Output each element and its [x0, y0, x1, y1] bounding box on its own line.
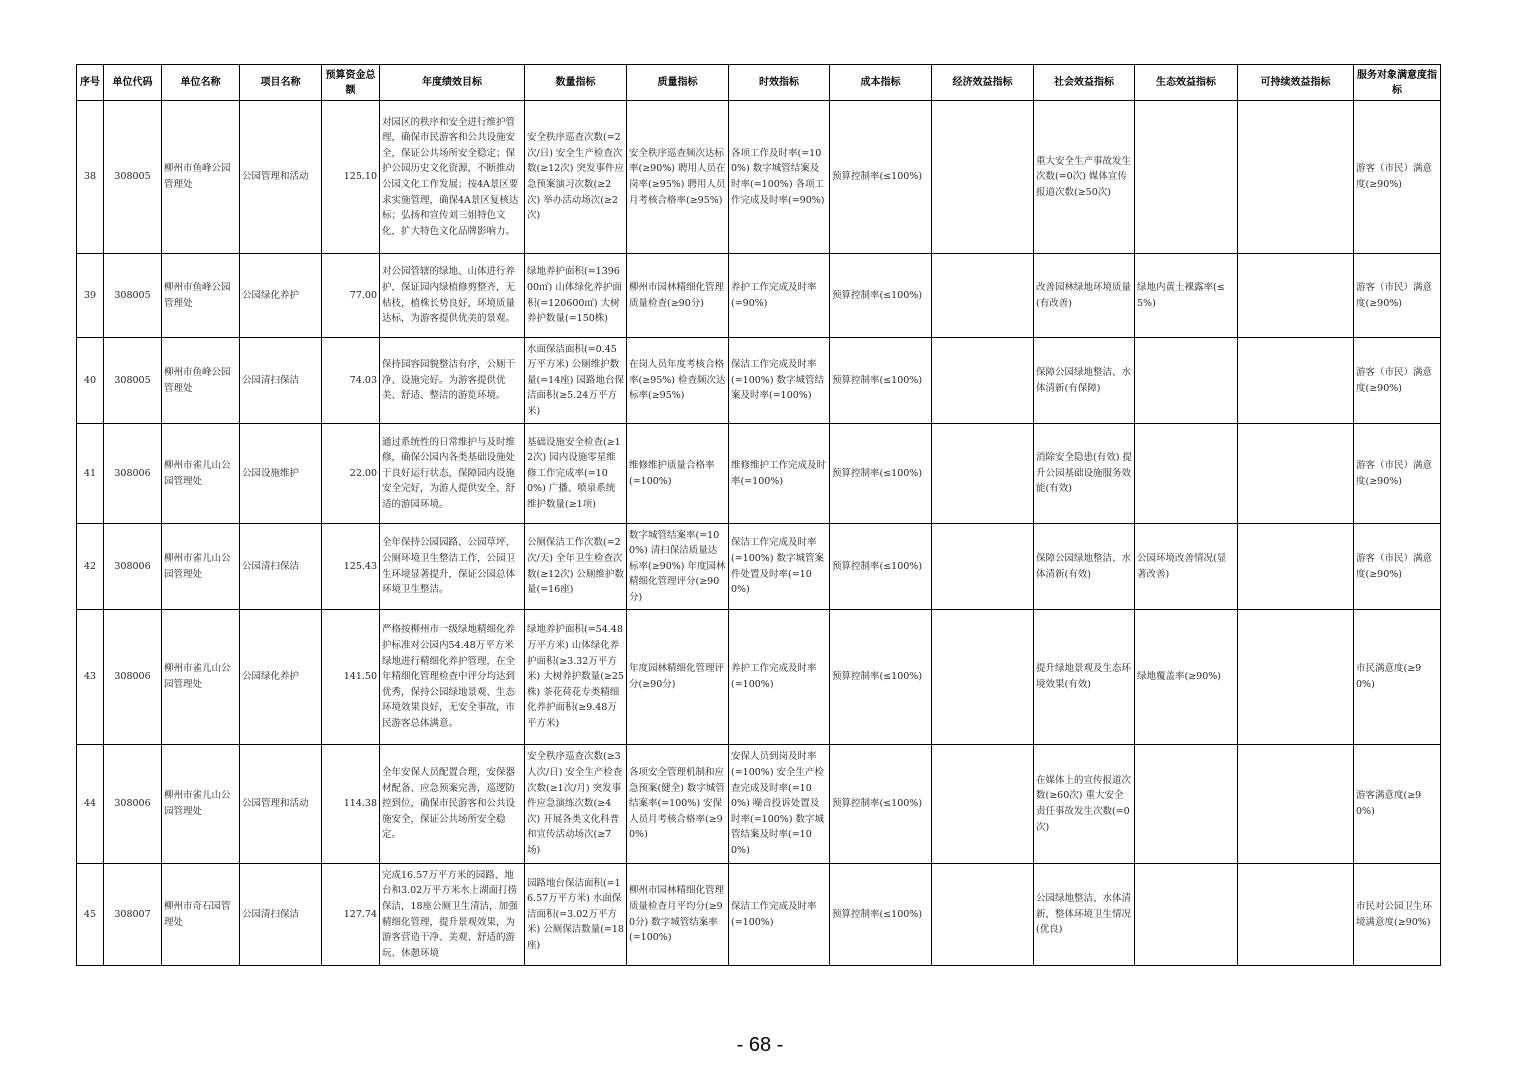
header-satisfaction: 服务对象满意度指标	[1354, 65, 1441, 101]
sustainable-cell	[1238, 338, 1354, 424]
quality-cell: 在岗人员年度考核合格率(≥95%) 检查频次达标率(≥95%)	[627, 338, 729, 424]
table-row	[77, 338, 1441, 424]
annual-goal-cell: 通过系统性的日常维护与及时维修，确保公园内各类基础设施处于良好运行状态，保障园内设施安全完好，为游人提供安全、舒适的游园环境。	[380, 424, 525, 524]
satisfaction-cell: 市民对公园卫生环境满意度(≥90%)	[1354, 864, 1441, 966]
economic-cell	[932, 610, 1034, 745]
seq-cell: 43	[77, 610, 104, 745]
timeliness-cell: 维修维护工作完成及时率(=100%)	[729, 424, 830, 524]
budget-cell: 77.00	[322, 254, 380, 338]
social-cell: 提升绿地景观及生态环境效果(有效)	[1034, 610, 1135, 745]
quality-cell: 年度园林精细化管理评分(≥90分)	[627, 610, 729, 745]
seq-cell: 41	[77, 424, 104, 524]
unit-name-cell: 柳州市雀儿山公园管理处	[162, 524, 240, 610]
social-cell: 重大安全生产事故发生次数(=0次) 媒体宣传报道次数(≥50次)	[1034, 101, 1135, 254]
budget-cell: 141.50	[322, 610, 380, 745]
cost-cell: 预算控制率(≤100%)	[830, 424, 932, 524]
quantity-cell: 园路地台保洁面积(=16.57万平方米) 水面保洁面积(=3.02万平方米) 公厕保洁数量(=18座)	[525, 864, 627, 966]
unit-code-cell: 308007	[104, 864, 162, 966]
project-name-cell: 公园绿化养护	[240, 610, 322, 745]
economic-cell	[932, 524, 1034, 610]
satisfaction-cell: 游客（市民）满意度(≥90%)	[1354, 254, 1441, 338]
header-quality-indicator: 质量指标	[627, 65, 729, 101]
unit-code-cell: 308006	[104, 424, 162, 524]
ecological-cell	[1135, 424, 1238, 524]
sustainable-cell	[1238, 254, 1354, 338]
unit-name-cell: 柳州市雀儿山公园管理处	[162, 610, 240, 745]
budget-cell: 125.43	[322, 524, 380, 610]
seq-cell: 44	[77, 745, 104, 864]
timeliness-cell: 养护工作完成及时率(=100%)	[729, 610, 830, 745]
sustainable-cell	[1238, 610, 1354, 745]
cost-cell: 预算控制率(≤100%)	[830, 864, 932, 966]
unit-code-cell: 308005	[104, 101, 162, 254]
unit-name-cell: 柳州市鱼峰公园管理处	[162, 101, 240, 254]
social-cell: 消除安全隐患(有效) 提升公园基础设施服务效能(有效)	[1034, 424, 1135, 524]
quality-cell: 维修维护质量合格率(=100%)	[627, 424, 729, 524]
header-unit-code: 单位代码	[104, 65, 162, 101]
ecological-cell: 绿地内黄土裸露率(≤5%)	[1135, 254, 1238, 338]
social-cell: 改善园林绿地环境质量(有改善)	[1034, 254, 1135, 338]
unit-name-cell: 柳州市雀儿山公园管理处	[162, 745, 240, 864]
ecological-cell	[1135, 864, 1238, 966]
economic-cell	[932, 338, 1034, 424]
project-name-cell: 公园清扫保洁	[240, 524, 322, 610]
sustainable-cell	[1238, 745, 1354, 864]
timeliness-cell: 安保人员到岗及时率(=100%) 安全生产检查完成及时率(=100%) 噪音投诉处置及时率(=100%) 数字城管结案及时率(=100%)	[729, 745, 830, 864]
project-name-cell: 公园设施维护	[240, 424, 322, 524]
ecological-cell	[1135, 101, 1238, 254]
header-timeliness-indicator: 时效指标	[729, 65, 830, 101]
page-number: - 68 -	[736, 1034, 784, 1056]
annual-goal-cell: 保持园容园貌整洁有序，公厕干净、设施完好。为游客提供优美、舒适、整洁的游览环境。	[380, 338, 525, 424]
header-economic-benefit: 经济效益指标	[932, 65, 1034, 101]
sustainable-cell	[1238, 864, 1354, 966]
header-ecological-benefit: 生态效益指标	[1135, 65, 1238, 101]
quantity-cell: 基础设施安全检查(≥12次) 园内设施零星维修工作完成率(=100%) 广播、喷泉系统维护数量(≥1项)	[525, 424, 627, 524]
unit-name-cell: 柳州市雀儿山公园管理处	[162, 424, 240, 524]
economic-cell	[932, 864, 1034, 966]
budget-cell: 127.74	[322, 864, 380, 966]
table-row	[77, 864, 1441, 966]
quality-cell: 安全秩序巡查频次达标率(≥90%) 聘用人员在岗率(≥95%) 聘用人员月考核合格率(≥95%)	[627, 101, 729, 254]
table-row	[77, 524, 1441, 610]
satisfaction-cell: 游客（市民）满意度(≥90%)	[1354, 424, 1441, 524]
satisfaction-cell: 游客（市民）满意度(≥90%)	[1354, 338, 1441, 424]
budget-performance-table	[76, 64, 1441, 966]
sustainable-cell	[1238, 424, 1354, 524]
social-cell: 保障公园绿地整洁、水体清新(有效)	[1034, 524, 1135, 610]
project-name-cell: 公园管理和活动	[240, 745, 322, 864]
annual-goal-cell: 严格按柳州市一级绿地精细化养护标准对公园内54.48万平方米绿地进行精细化养护管理，在全年精细化管理检查中评分均达到优秀，保持公园绿地景观、生态环境效果良好，无安全事故，市民游客总体满意。	[380, 610, 525, 745]
annual-goal-cell: 全年安保人员配置合理，安保器材配备、应急预案完善，巡逻防控到位，确保市民游客和公共设施安全，保证公共场所安全稳定。	[380, 745, 525, 864]
unit-name-cell: 柳州市鱼峰公园管理处	[162, 254, 240, 338]
timeliness-cell: 保洁工作完成及时率(=100%)	[729, 864, 830, 966]
quality-cell: 数字城管结案率(=100%) 清扫保洁质量达标率(≥90%) 年度园林精细化管理评分(≥90分)	[627, 524, 729, 610]
economic-cell	[932, 745, 1034, 864]
cost-cell: 预算控制率(≤100%)	[830, 101, 932, 254]
header-annual-goal: 年度绩效目标	[380, 65, 525, 101]
header-unit-name: 单位名称	[162, 65, 240, 101]
budget-cell: 125.10	[322, 101, 380, 254]
cost-cell: 预算控制率(≤100%)	[830, 745, 932, 864]
seq-cell: 38	[77, 101, 104, 254]
annual-goal-cell: 对公园管辖的绿地、山体进行养护，保证园内绿植修剪整齐，无枯枝，植株长势良好，环境质量达标，为游客提供优美的景观。	[380, 254, 525, 338]
ecological-cell: 公园环境改善情况(显著改善)	[1135, 524, 1238, 610]
table-row	[77, 101, 1441, 254]
timeliness-cell: 各项工作及时率(=100%) 数字城管结案及时率(=100%) 各项工作完成及时率(=90%)	[729, 101, 830, 254]
seq-cell: 42	[77, 524, 104, 610]
unit-code-cell: 308005	[104, 338, 162, 424]
seq-cell: 40	[77, 338, 104, 424]
unit-name-cell: 柳州市鱼峰公园管理处	[162, 338, 240, 424]
quantity-cell: 安全秩序巡查次数(=2次/日) 安全生产检查次数(≥12次) 突发事件应急预案演习次数(≥2次) 举办活动场次(≥2次)	[525, 101, 627, 254]
project-name-cell: 公园清扫保洁	[240, 338, 322, 424]
cost-cell: 预算控制率(≤100%)	[830, 338, 932, 424]
quantity-cell: 安全秩序巡查次数(≥3人次/日) 安全生产检查次数(≥1次/月) 突发事件应急演练次数(≥4次) 开展各类文化科普和宣传活动场次(≥7场)	[525, 745, 627, 864]
ecological-cell: 绿地覆盖率(≥90%)	[1135, 610, 1238, 745]
unit-code-cell: 308006	[104, 524, 162, 610]
economic-cell	[932, 101, 1034, 254]
header-project-name: 项目名称	[240, 65, 322, 101]
social-cell: 在媒体上的宣传报道次数(≥60次) 重大安全责任事故发生次数(=0次)	[1034, 745, 1135, 864]
header-social-benefit: 社会效益指标	[1034, 65, 1135, 101]
satisfaction-cell: 游客（市民）满意度(≥90%)	[1354, 101, 1441, 254]
unit-code-cell: 308006	[104, 610, 162, 745]
quantity-cell: 绿地养护面积(=54.48万平方米) 山体绿化养护面积(≥3.32万平方米) 大树养护数量(≥25株) 茶花荷花专类精细化养护面积(≥9.48万平方米)	[525, 610, 627, 745]
cost-cell: 预算控制率(≤100%)	[830, 610, 932, 745]
quantity-cell: 公厕保洁工作次数(=2次/天) 全年卫生检查次数(≥12次) 公厕维护数量(=16座)	[525, 524, 627, 610]
timeliness-cell: 保洁工作完成及时率(=100%) 数字城管结案及时率(=100%)	[729, 338, 830, 424]
project-name-cell: 公园管理和活动	[240, 101, 322, 254]
satisfaction-cell: 市民满意度(≥90%)	[1354, 610, 1441, 745]
budget-cell: 22.00	[322, 424, 380, 524]
ecological-cell	[1135, 338, 1238, 424]
sustainable-cell	[1238, 101, 1354, 254]
quantity-cell: 绿地养护面积(=139600㎡) 山体绿化养护面积(=120600㎡) 大树养护数量(=150株)	[525, 254, 627, 338]
ecological-cell	[1135, 745, 1238, 864]
timeliness-cell: 保洁工作完成及时率(=100%) 数字城管案件处置及时率(=100%)	[729, 524, 830, 610]
cost-cell: 预算控制率(≤100%)	[830, 254, 932, 338]
unit-name-cell: 柳州市奇石园管理处	[162, 864, 240, 966]
satisfaction-cell: 游客满意度(≥90%)	[1354, 745, 1441, 864]
quality-cell: 柳州市园林精细化管理质量检查(≥90分)	[627, 254, 729, 338]
satisfaction-cell: 游客（市民）满意度(≥90%)	[1354, 524, 1441, 610]
table-row	[77, 745, 1441, 864]
quantity-cell: 水面保洁面积(=0.45万平方米) 公厕维护数量(=14座) 园路地台保洁面积(≥5.24万平方米)	[525, 338, 627, 424]
budget-cell: 114.38	[322, 745, 380, 864]
cost-cell: 预算控制率(≤100%)	[830, 524, 932, 610]
annual-goal-cell: 全年保持公园园路、公园草坪、公厕环境卫生整洁工作，公园卫生环境显著提升，保证公园总体环境卫生整洁。	[380, 524, 525, 610]
social-cell: 保障公园绿地整洁、水体清新(有保障)	[1034, 338, 1135, 424]
economic-cell	[932, 424, 1034, 524]
economic-cell	[932, 254, 1034, 338]
header-sustainable-benefit: 可持续效益指标	[1238, 65, 1354, 101]
header-quantity-indicator: 数量指标	[525, 65, 627, 101]
header-cost-indicator: 成本指标	[830, 65, 932, 101]
header-seq: 序号	[77, 65, 104, 101]
table-row	[77, 610, 1441, 745]
quality-cell: 各项安全管理机制和应急预案(健全) 数字城管结案率(=100%) 安保人员月考核合格率(≥90%)	[627, 745, 729, 864]
table-header-row	[77, 65, 1441, 101]
project-name-cell: 公园清扫保洁	[240, 864, 322, 966]
social-cell: 公园绿地整洁、水体清新，整体环境卫生情况(优良)	[1034, 864, 1135, 966]
timeliness-cell: 养护工作完成及时率(=90%)	[729, 254, 830, 338]
quality-cell: 柳州市园林精细化管理质量检查月平均分(≥90分) 数字城管结案率(=100%)	[627, 864, 729, 966]
sustainable-cell	[1238, 524, 1354, 610]
seq-cell: 45	[77, 864, 104, 966]
annual-goal-cell: 完成16.57万平方米的园路、地台和3.02万平方米水上湖面打捞保洁，18座公厕卫生清洁，加强精细化管理，提升景观效果，为游客营造干净、美观、舒适的游玩、休憩环境	[380, 864, 525, 966]
header-budget-total: 预算资金总额	[322, 65, 380, 101]
budget-cell: 74.03	[322, 338, 380, 424]
seq-cell: 39	[77, 254, 104, 338]
table-row	[77, 254, 1441, 338]
annual-goal-cell: 对园区的秩序和安全进行维护管理，确保市民游客和公共设施安全，保证公共场所安全稳定；保护公园历史文化资源，不断推动公园文化工作发展；按4A景区要求实施管理，确保4A景区复核达标；弘扬和宣传刘三姐特色文化，扩大特色文化品牌影响力。	[380, 101, 525, 254]
table-row	[77, 424, 1441, 524]
unit-code-cell: 308006	[104, 745, 162, 864]
project-name-cell: 公园绿化养护	[240, 254, 322, 338]
unit-code-cell: 308005	[104, 254, 162, 338]
